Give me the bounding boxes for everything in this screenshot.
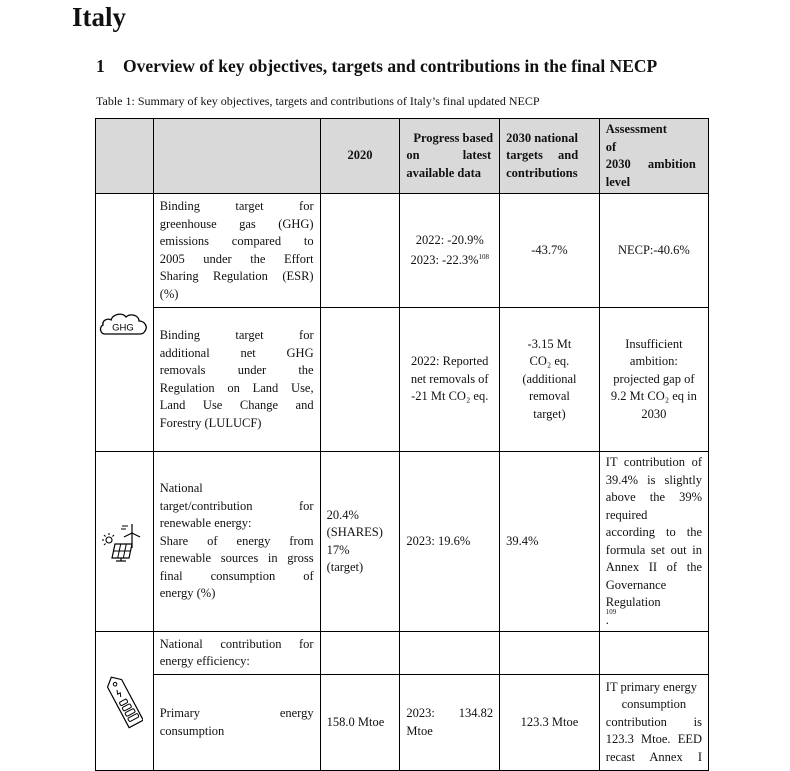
table-row-renewable <box>96 452 709 632</box>
ghg-cloud-icon <box>98 310 150 336</box>
lulucf-progress: 2022: Reported net removals of -21 Mt CO₂ eq. <box>400 308 500 452</box>
footnote-108: 108 <box>478 252 489 261</box>
lulucf-assessment: Insufficient ambition: projected gap of 9.2 Mt CO₂ eq in 2030 <box>599 308 708 452</box>
energy-label-tag-icon <box>105 669 143 733</box>
primary-2030: 123.3 Mtoe <box>500 675 600 771</box>
ghg-icon-cell <box>96 194 154 452</box>
esr-progress-2023: 2023: -22.3%$^{108}$ <box>410 252 489 267</box>
renewable-progress: 2023: 19.6% <box>400 452 500 632</box>
header-assessment-line-2: 2030 ambition <box>605 157 696 171</box>
section-title: Overview of key objectives, targets and contributions in the final NECP <box>123 56 658 76</box>
esr-2020 <box>320 194 400 308</box>
header-2020: 2020 <box>320 119 400 194</box>
header-2030-line-3: contributions <box>506 165 578 180</box>
header-progress-line-3: available data <box>406 165 482 180</box>
esr-label: Binding target for greenhouse gas (GHG) emissions compared to 2005 under the Effort Sharing Regulation (ESR) (%) <box>153 194 320 308</box>
ee-header-2020 <box>320 632 400 675</box>
renewable-label: National target/contribution for renewable energy: Share of energy from renewable sources in gross final consumption of energy (%) <box>153 452 320 632</box>
table-row-ee-header <box>96 632 709 675</box>
primary-label: Primary energy consumption <box>153 675 320 771</box>
header-assessment <box>599 119 708 194</box>
header-assessment-line-1: Assessment of <box>605 122 667 154</box>
objectives-table <box>95 118 709 771</box>
ee-header-progress <box>400 632 500 675</box>
esr-progress <box>400 194 500 308</box>
ee-header-label: National contribution for energy efficiency: <box>153 632 320 675</box>
efficiency-icon-cell <box>96 632 154 771</box>
header-icon-cell <box>96 119 154 194</box>
header-assessment-line-3: level <box>605 174 631 189</box>
renewable-2030: 39.4% <box>500 452 600 632</box>
lulucf-label: Binding target for additional net GHG removals under the Regulation on Land Use, Land Use Change and Forestry (LULUCF) <box>153 308 320 452</box>
esr-progress-2022: 2022: -20.9% <box>415 232 484 247</box>
table-caption: Table 1: Summary of key objectives, targets and contributions of Italy’s final updated NECP <box>96 94 540 108</box>
page-title: Italy <box>72 2 126 32</box>
renewable-assessment: IT contribution of 39.4% is slightly above the 39% required according to the formula set out in Annex II of the Governance Regulation 109 . <box>599 452 708 632</box>
renewable-icon-cell <box>96 452 154 632</box>
esr-assessment: NECP:-40.6% <box>599 194 708 308</box>
header-2030-targets <box>500 119 600 194</box>
lulucf-2030: -3.15 Mt CO₂ eq. (additional removal target) <box>500 308 600 452</box>
ghg-icon-label: GHG <box>112 322 135 333</box>
header-progress-line-1: Progress based <box>413 130 494 145</box>
table-header-row <box>96 119 709 194</box>
lulucf-2020 <box>320 308 400 452</box>
table-row-esr <box>96 194 709 308</box>
esr-2030: -43.7% <box>500 194 600 308</box>
primary-progress: 2023: 134.82 Mtoe <box>400 675 500 771</box>
ee-header-assessment <box>599 632 708 675</box>
table-row-lulucf <box>96 308 709 452</box>
renewable-energy-icon <box>102 522 146 562</box>
renewable-2020: 20.4% (SHARES) 17% (target) <box>320 452 400 632</box>
primary-2020: 158.0 Mtoe <box>320 675 400 771</box>
header-progress-line-2: on latest <box>406 148 492 163</box>
table-row-primary-energy <box>96 675 709 771</box>
section-number: 1 <box>96 56 105 76</box>
primary-assessment: IT primary energy consumption contribution is 123.3 Mtoe. EED recast Annex I <box>599 675 708 771</box>
section-heading <box>96 56 657 77</box>
header-2030-line-2: targets and <box>506 148 579 163</box>
ee-header-2030 <box>500 632 600 675</box>
header-progress <box>400 119 500 194</box>
header-label-cell <box>153 119 320 194</box>
header-2030-line-1: 2030 national <box>506 130 578 145</box>
